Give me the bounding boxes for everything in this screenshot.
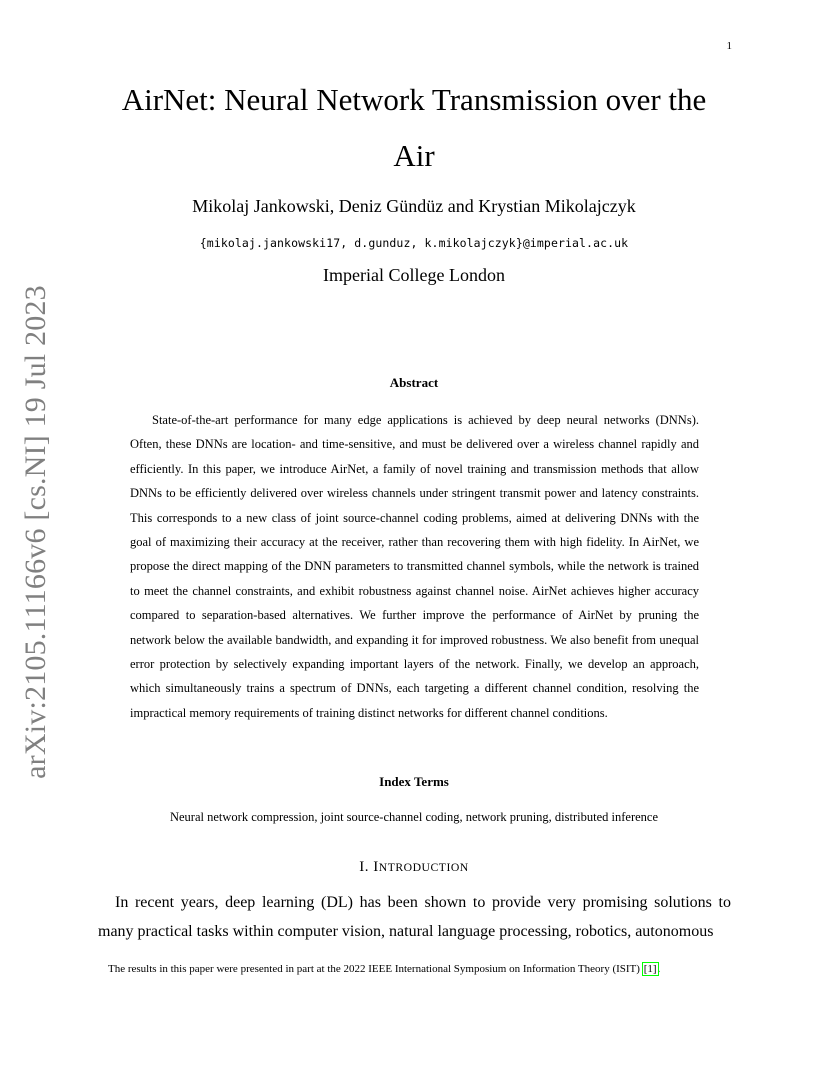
abstract-text: State-of-the-art performance for many edge applications is achieved by deep neural networks (DNNs). Often, these DNNs are location- and time-sensitive, and must be delivered over a wireless channel rapidly and efficiently. In this paper, we introduce AirNet, a family of novel training and transmission methods that allow DNNs to be efficiently delivered over wireless channels under stringent transmit power and latency constraints. This corresponds to a new class of joint source-channel coding problems, aimed at delivering DNNs with the goal of maximizing their accuracy at the receiver, rather than recovering them with high fidelity. In AirNet, we propose the direct mapping of the DNN parameters to transmitted channel symbols, while the network is trained to meet the channel constraints, and exhibit robustness against channel noise. AirNet achieves higher accuracy compared to separation-based alternatives. We further improve the performance of AirNet by pruning the network below the available bandwidth, and expanding it for improved robustness. We also benefit from unequal error protection by selectively expanding important layers of the network. Finally, we develop an approach, which simultaneously trains a spectrum of DNNs, each targeting a different channel condition, resolving the impractical memory requirements of training distinct networks for different channel conditions.	[130, 413, 699, 720]
page-number: 1	[726, 40, 732, 52]
arxiv-identifier-stamp: arXiv:2105.11166v6 [cs.NI] 19 Jul 2023	[19, 285, 52, 779]
abstract-heading: Abstract	[389, 375, 439, 390]
index-terms-heading: Index Terms	[379, 774, 449, 789]
section-heading-text: I. INTRODUCTION	[359, 859, 469, 875]
affiliation: Imperial College London	[323, 265, 505, 285]
footnote-text: The results in this paper were presented in part at the 2022 IEEE International Symposium on Information Theory (ISIT)	[108, 963, 643, 975]
footnote-period: .	[657, 963, 661, 975]
author-emails: {mikolaj.jankowski17, d.gunduz, k.mikolajczyk}@imperial.ac.uk	[199, 236, 629, 250]
introduction-paragraph: In recent years, deep learning (DL) has been shown to provide very promising solutions to many practical tasks within computer vision, natural language processing, robotics, autonomous	[98, 894, 731, 940]
section-heading-introduction	[100, 859, 728, 876]
citation-link[interactable]: [1]	[643, 963, 657, 975]
paper-title: AirNet: Neural Network Transmission over the Air	[121, 82, 707, 173]
author-list: Mikolaj Jankowski, Deniz Gündüz and Krystian Mikolajczyk	[192, 196, 636, 216]
footnote	[108, 963, 748, 975]
index-terms-text: Neural network compression, joint source-channel coding, network pruning, distributed inference	[169, 810, 659, 824]
